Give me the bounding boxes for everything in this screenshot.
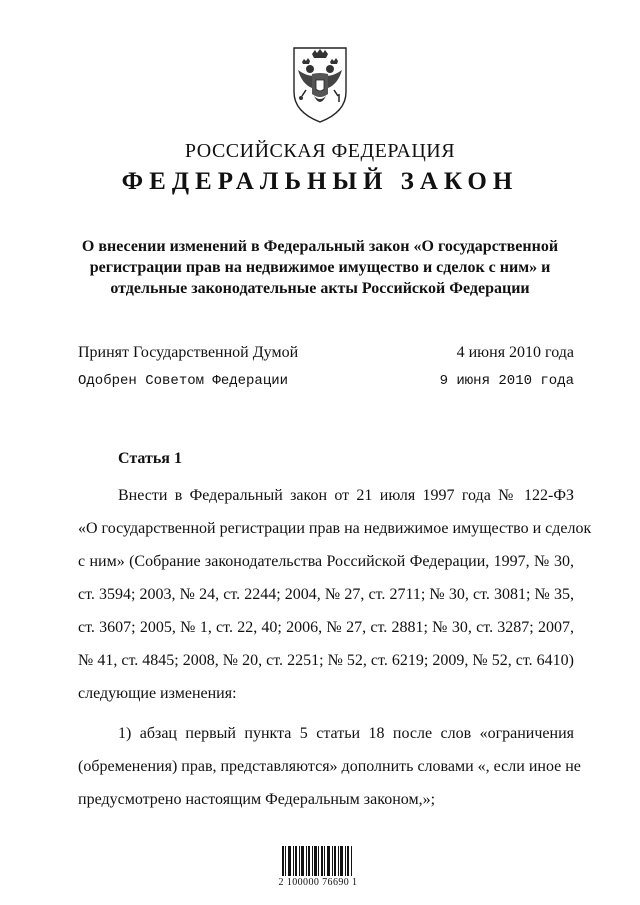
- document-type: ФЕДЕРАЛЬНЫЙ ЗАКОН: [121, 168, 519, 195]
- paragraph-line: ст. 3594; 2003, № 24, ст. 2244; 2004, № 27, ст. 2711; № 30, ст. 3081; № 35,: [78, 586, 574, 603]
- item-line: 1) абзац первый пункта 5 статьи 18 после слов «ограничения: [118, 725, 574, 742]
- law-title-line: регистрации прав на недвижимое имущество и сделок с ним» и: [89, 259, 551, 276]
- approval-label: Одобрен Советом Федерации: [78, 373, 289, 389]
- approval-label: Принят Государственной Думой: [78, 344, 299, 361]
- article-heading: Статья 1: [118, 450, 182, 467]
- barcode-icon: [266, 844, 368, 896]
- law-title-line: О внесении изменений в Федеральный закон «О государственной: [81, 238, 559, 255]
- country-title: РОССИЙСКАЯ ФЕДЕРАЦИЯ: [184, 140, 456, 162]
- paragraph-line: с ним» (Собрание законодательства Российской Федерации, 1997, № 30,: [78, 553, 574, 570]
- article-paragraph: [78, 479, 592, 710]
- approval-date: 4 июня 2010 года: [456, 344, 574, 361]
- paragraph-line: ст. 3607; 2005, № 1, ст. 22, 40; 2006, № 27, ст. 2881; № 30, ст. 3287; 2007,: [78, 619, 574, 636]
- approval-duma: [78, 344, 574, 362]
- paragraph-line: № 41, ст. 4845; 2008, № 20, ст. 2251; № 52, ст. 6219; 2009, № 52, ст. 6410): [78, 652, 574, 669]
- article-item-1: [78, 717, 581, 816]
- law-title-line: отдельные законодательные акты Российской Федерации: [110, 280, 530, 297]
- paragraph-line: Внести в Федеральный закон от 21 июля 1997 года № 122-ФЗ: [118, 487, 574, 504]
- coat-of-arms-icon: [288, 42, 352, 124]
- approval-council: [78, 373, 574, 389]
- item-line: предусмотрено настоящим Федеральным законом,»;: [78, 791, 436, 808]
- barcode-number: 2 100000 76690 1: [278, 877, 358, 888]
- paragraph-line: «О государственной регистрации прав на недвижимое имущество и сделок: [78, 520, 592, 537]
- paragraph-line: следующие изменения:: [78, 685, 237, 702]
- item-line: (обременения) прав, представляются» дополнить словами «, если иное не: [78, 758, 581, 775]
- approval-date: 9 июня 2010 года: [439, 373, 574, 389]
- law-title: [70, 236, 570, 299]
